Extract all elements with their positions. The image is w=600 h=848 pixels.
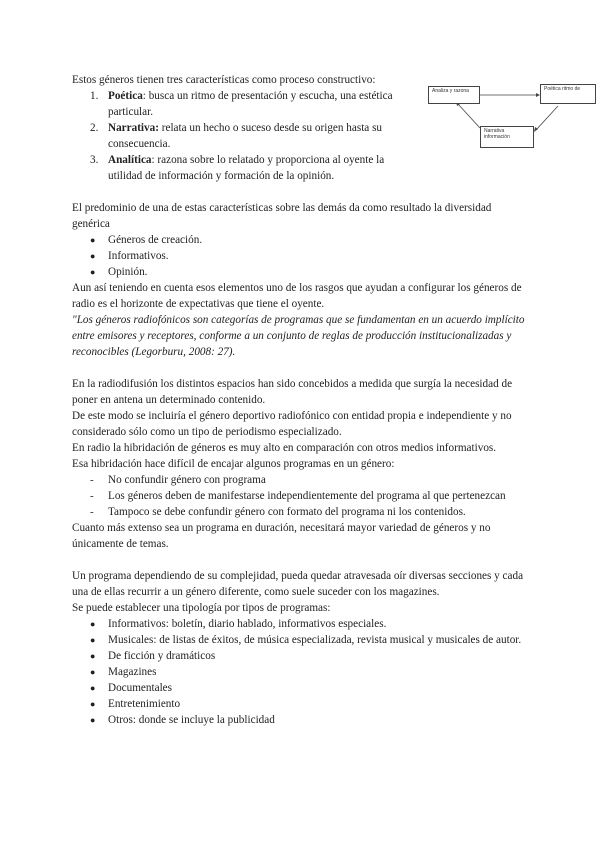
genre-types-list (72, 232, 532, 280)
list-item (72, 696, 532, 712)
predominio-paragraph: El predominio de una de estas características sobre las demás da como resultado la diversidad genérica (72, 202, 492, 230)
dash-icon: - (90, 490, 94, 502)
intro-paragraph: Estos géneros tienen tres características como proceso constructivo: (72, 74, 376, 86)
term-description: : busca un ritmo de presentación y escucha, una estética particular. (108, 90, 393, 118)
list-item (72, 504, 532, 520)
bullet-icon: ● (90, 715, 96, 725)
list-item (72, 472, 532, 488)
bullet-icon: ● (90, 235, 96, 245)
diagram-arrow-right (536, 106, 558, 130)
bullet-icon: ● (90, 635, 96, 645)
list-item (72, 680, 532, 696)
document-body (72, 72, 532, 728)
list-item (72, 488, 532, 504)
deportivo-paragraph: De este modo se incluiría el género deportivo radiofónico con entidad propia e independiente y no considerado sólo como un tipo de periodismo especializado. (72, 410, 512, 438)
list-item (72, 264, 532, 280)
dash-icon: - (90, 474, 94, 486)
list-item (72, 616, 532, 632)
bullet-icon: ● (90, 619, 96, 629)
list-item (72, 152, 404, 184)
list-item-text: De ficción y dramáticos (108, 650, 216, 662)
list-item-text: Informativos: boletín, diario hablado, informativos especiales. (108, 618, 387, 630)
list-item-text: Tampoco se debe confundir género con formato del programa ni los contenidos. (108, 506, 466, 518)
bullet-icon: ● (90, 699, 96, 709)
diagram-box-analiza: Analiza y razona (428, 86, 480, 104)
term-narrativa: Narrativa: (108, 122, 159, 134)
diagram-box-poetica: Poética ritmo de (540, 84, 596, 104)
list-item-text: Musicales: de listas de éxitos, de música especializada, revista musical y musicales de autor. (108, 634, 522, 646)
list-item-text: Otros: donde se incluye la publicidad (108, 714, 275, 726)
list-item (72, 648, 532, 664)
diagram-arrowhead-right (534, 127, 538, 132)
list-item (72, 120, 404, 152)
program-types-list (72, 616, 532, 728)
term-poetica: Poética (108, 90, 143, 102)
list-item-text: No confundir género con programa (108, 474, 266, 486)
list-number: 3. (90, 154, 99, 166)
list-number: 2. (90, 122, 99, 134)
radiodifusion-paragraph: En la radiodifusión los distintos espacios han sido concebidos a medida que surgía la necesidad de poner en antena un determinado contenido. (72, 378, 513, 406)
term-description: relata un hecho o suceso desde su origen hasta su consecuencia. (108, 122, 383, 150)
bullet-icon: ● (90, 667, 96, 677)
dash-icon: - (90, 506, 94, 518)
list-item (72, 88, 404, 120)
extenso-paragraph: Cuanto más extenso sea un programa en duración, necesitará mayor variedad de géneros y no únicamente de temas. (72, 522, 491, 550)
list-item-text: Los géneros deben de manifestarse independientemente del programa al que pertenezcan (108, 490, 506, 502)
diagram-box-narrativa: Narrativa información (480, 126, 534, 148)
list-item-text: Géneros de creación. (108, 234, 203, 246)
bullet-icon: ● (90, 267, 96, 277)
hibridacion-paragraph: En radio la hibridación de géneros es muy alto en comparación con otros medios informativos. (72, 442, 497, 454)
complejidad-paragraph: Un programa dependiendo de su complejidad, pueda quedar atravesada oír diversas secciones y cada una de ellas recurrir a un género diferente, como suele suceder con los magazines. (72, 570, 524, 598)
list-item-text: Entretenimiento (108, 698, 181, 710)
legorburu-quote: "Los géneros radiofónicos son categorías de programas que se fundamentan en un acuerdo implícito entre emisores y receptores, conforme a un conjunto de reglas de producción institucionalizadas y reconocibles (Legorburu, 2008: 27). (72, 314, 525, 358)
list-item-text: Informativos. (108, 250, 169, 262)
bullet-icon: ● (90, 683, 96, 693)
aun-asi-paragraph: Aun así teniendo en cuenta esos elementos uno de los rasgos que ayudan a configurar los géneros de radio es el horizonte de expectativas que tiene el oyente. (72, 282, 522, 310)
term-analitica: Analítica (108, 154, 152, 166)
characteristics-list (72, 88, 532, 184)
bullet-icon: ● (90, 251, 96, 261)
list-item-text: Opinión. (108, 266, 148, 278)
bullet-icon: ● (90, 651, 96, 661)
list-item (72, 248, 532, 264)
list-item-text: Magazines (108, 666, 157, 678)
list-number: 1. (90, 90, 99, 102)
term-description: : razona sobre lo relatado y proporciona al oyente la utilidad de información y formación de la opinión. (108, 154, 385, 182)
list-item-text: Documentales (108, 682, 172, 694)
hibridacion-dificil-paragraph: Esa hibridación hace difícil de encajar algunos programas en un género: (72, 458, 395, 470)
list-item (72, 664, 532, 680)
list-item (72, 232, 532, 248)
list-item (72, 632, 532, 648)
list-item (72, 712, 532, 728)
tipologia-intro: Se puede establecer una tipología por tipos de programas: (72, 602, 331, 614)
rules-list (72, 472, 532, 520)
